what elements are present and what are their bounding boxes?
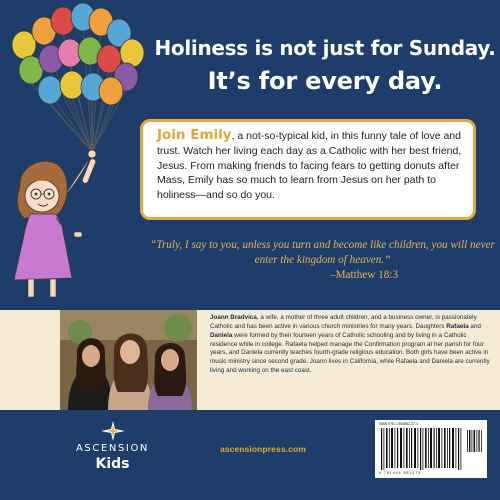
website-url: ascensionpress.com <box>220 444 306 454</box>
authors-photo <box>60 310 197 410</box>
bio-and: and <box>468 322 481 330</box>
ascension-star-icon <box>101 421 125 441</box>
author-bio <box>210 314 492 376</box>
bio-author-name: Joann Bradvica <box>210 314 257 321</box>
balloons-girl-illustration <box>0 0 160 300</box>
logo-kids: Kids <box>95 456 130 472</box>
bio-part-2: were formed by their fourteen years of Catholic schooling and by living in a Catholic residence while in college. Rafaela helped manage the Confirmation program at her parish for four years, and Daniela currently teaches fourth-grade religious education. Both girls have been active in music ministry since second grade. Joann lives in California, while Rafaela and Daniela are currently living and working on the east coast. <box>210 331 490 375</box>
isbn-number: ISBN 978-1-954882-27-3 <box>379 422 419 426</box>
description-text <box>157 128 467 203</box>
headline-line-1: Holiness is not just for Sunday. <box>154 36 496 60</box>
isbn-barcode <box>375 420 487 478</box>
description-body: , a not-so-typical kid, in this funny tale of love and trust. Watch her living each day as a Catholic with her best friend, Jesus. From making friends to facing fears to getting donuts after Mass, Emily has so much to learn from Jesus on her path to holiness—and so do you. <box>157 130 462 202</box>
isbn-digits: 9 781954 882273 <box>379 471 422 475</box>
logo-wordmark: ASCENSION <box>75 443 150 454</box>
bio-daughter-2: Daniela <box>210 331 233 339</box>
barcode-bars <box>375 420 487 478</box>
headline-line-2: It’s for every day. <box>207 67 443 95</box>
bio-daughter-1: Rafaela <box>446 322 469 330</box>
scripture-reference: –Matthew 18:3 <box>330 269 399 281</box>
bio-part-1: , a wife, a mother of three adult children, and a business owner, is passionately Catholic and has been active in various church ministries for many years. Daughters <box>210 314 477 330</box>
scripture-quote: “Truly, I say to you, unless you turn and become like children, you will never enter the kingdom of heaven.” <box>150 239 495 266</box>
headline <box>150 36 500 96</box>
description-highlight: Join Emily <box>157 127 232 143</box>
description-box <box>140 119 476 220</box>
